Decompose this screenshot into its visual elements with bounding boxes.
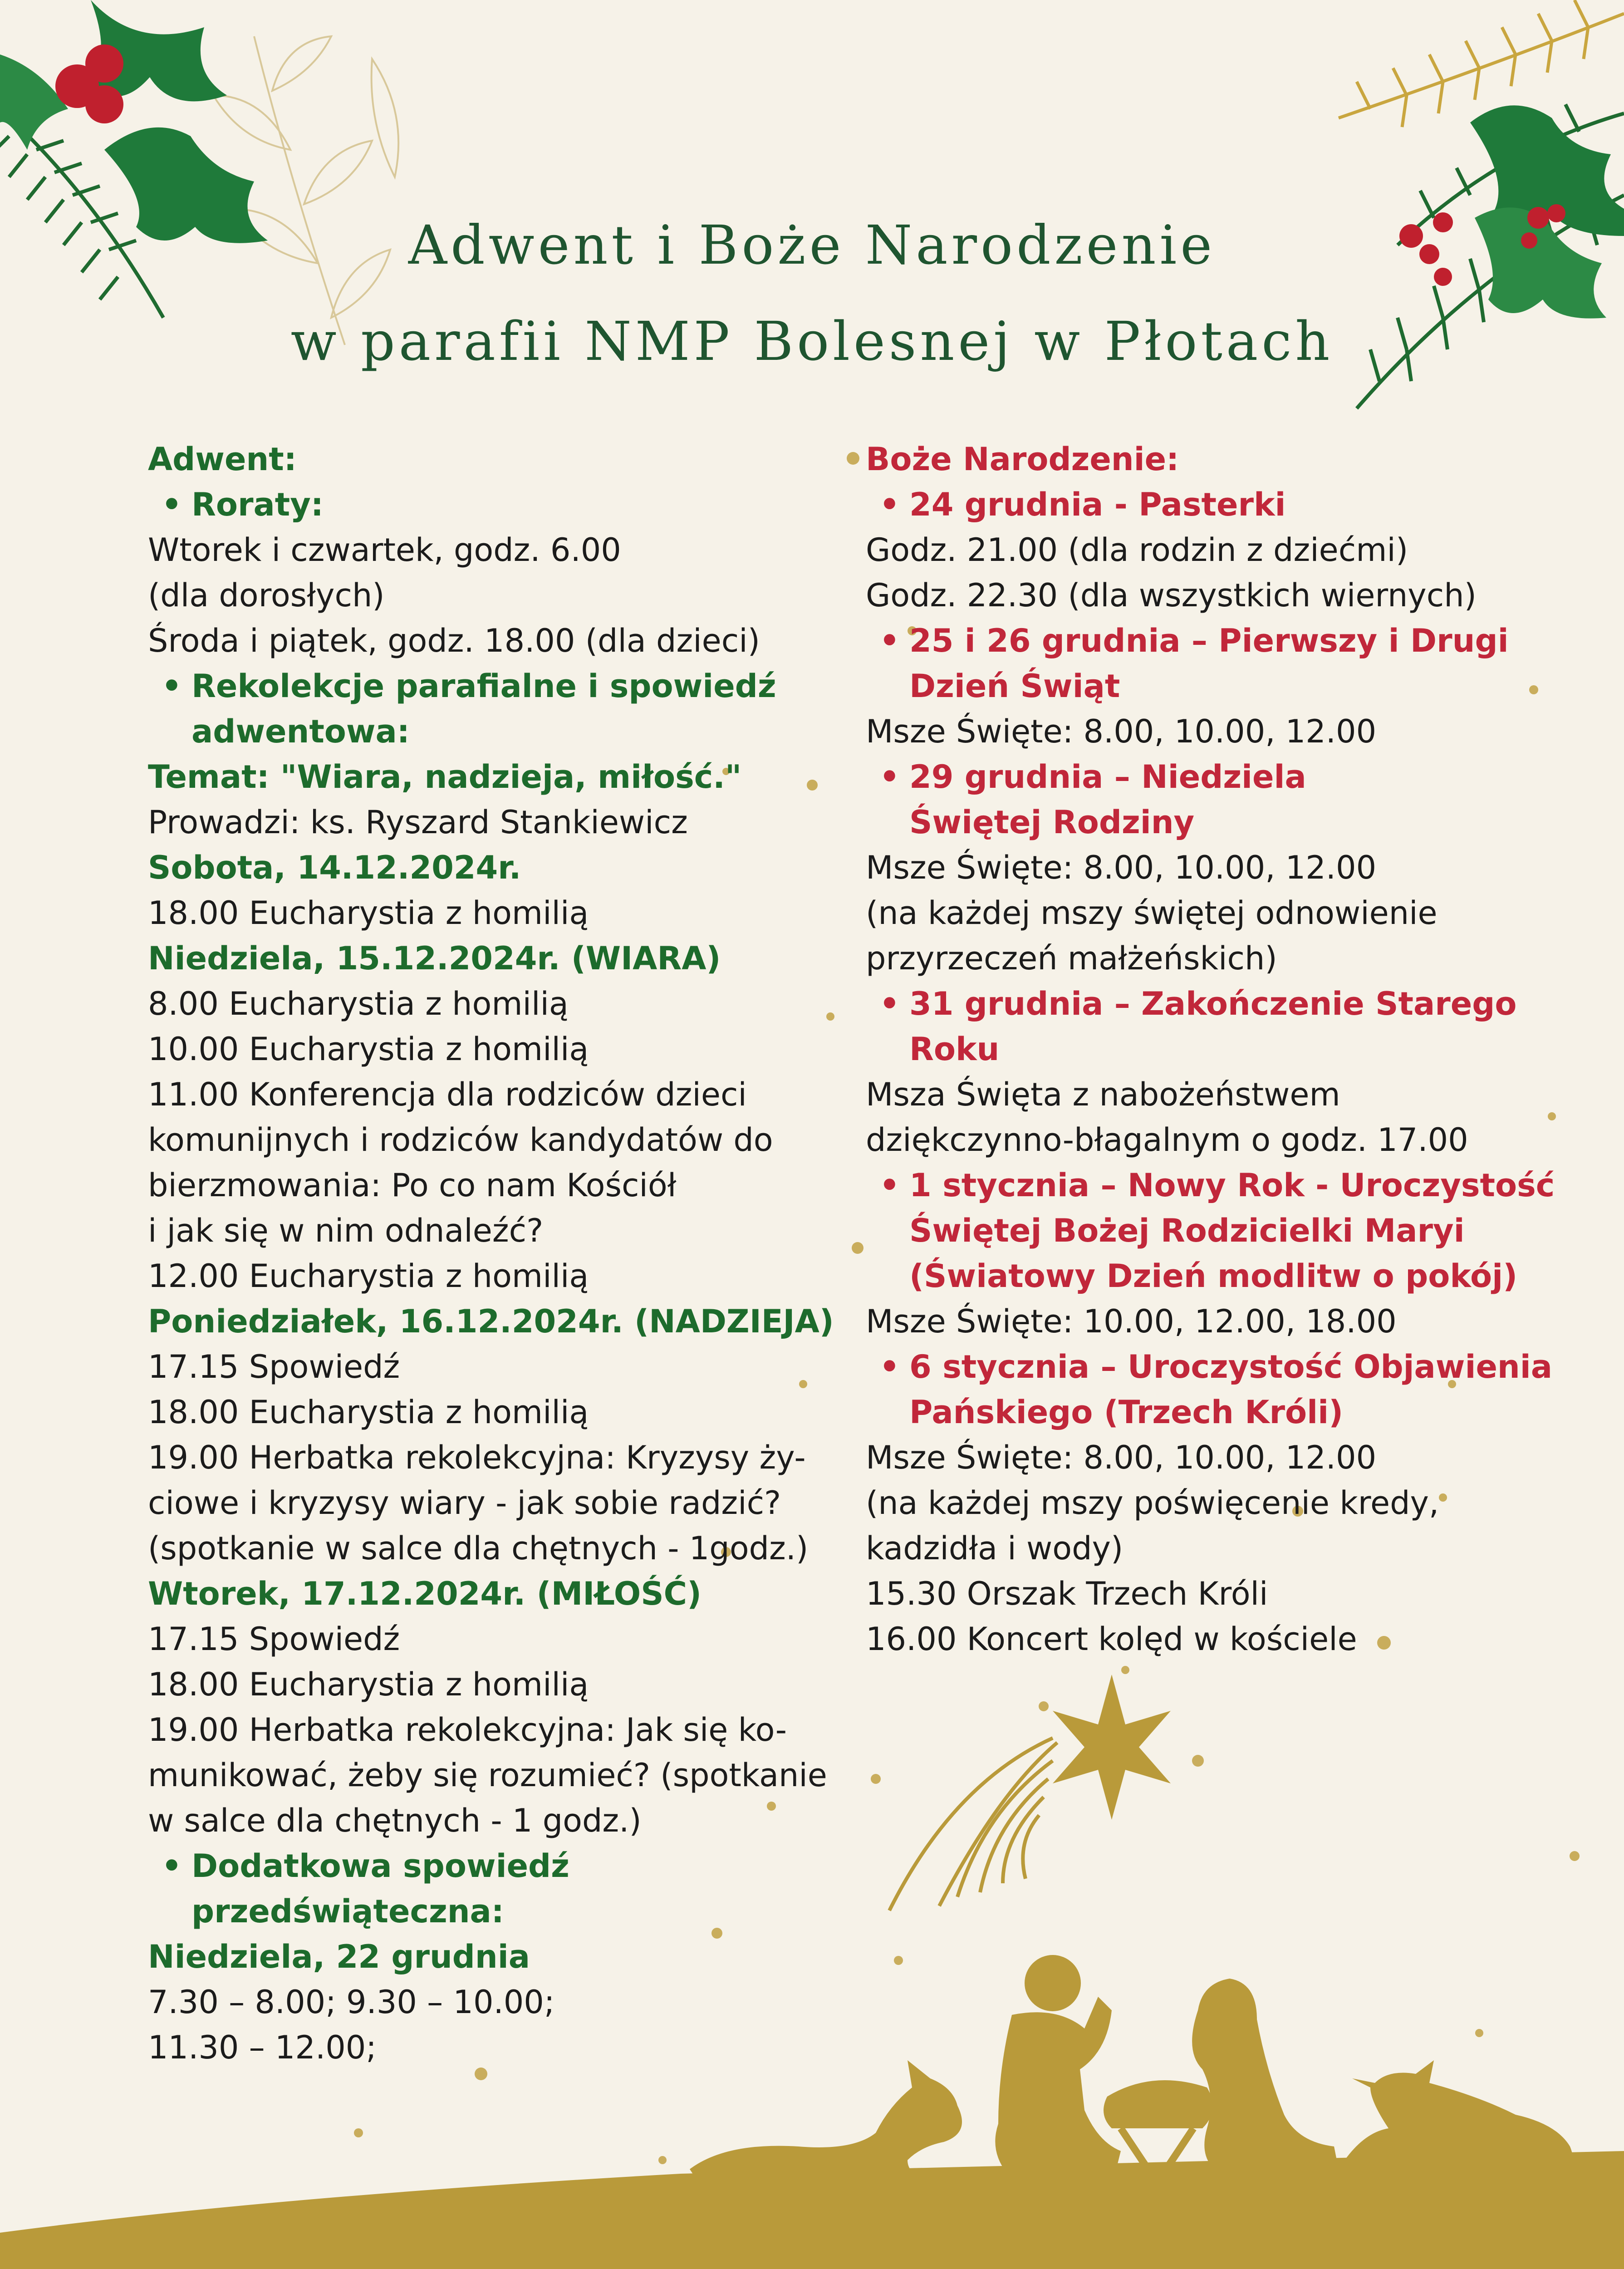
right-text-line: kadzidła i wody) bbox=[866, 1530, 1124, 1567]
right-text-line: Msze Święte: 8.00, 10.00, 12.00 bbox=[866, 713, 1377, 750]
right-bullet-item: • 1 stycznia – Nowy Rok - Uroczystość bbox=[866, 1163, 1501, 1208]
right-text-line: (na każdej mszy poświęcenie kredy, bbox=[866, 1484, 1439, 1522]
right-heading-line: Dzień Świąt bbox=[909, 668, 1120, 705]
left-text-line: (dla dorosłych) bbox=[148, 577, 385, 614]
shooting-star bbox=[889, 1675, 1171, 1910]
left-text-line: 11.30 – 12.00; bbox=[148, 2029, 377, 2066]
right-bullet-item: • 25 i 26 grudnia – Pierwszy i Drugi bbox=[866, 618, 1501, 663]
left-heading-line: Niedziela, 15.12.2024r. (WIARA) bbox=[148, 940, 721, 977]
left-heading-line: Poniedziałek, 16.12.2024r. (NADZIEJA) bbox=[148, 1303, 834, 1340]
left-heading-line: przedświąteczna: bbox=[191, 1893, 504, 1930]
left-text-line: 17.15 Spowiedź bbox=[148, 1621, 400, 1658]
holly-branch bbox=[0, 0, 398, 345]
left-text-line: ciowe i kryzysy wiary - jak sobie radzić? bbox=[148, 1484, 781, 1522]
left-text-line: Wtorek i czwartek, godz. 6.00 bbox=[148, 531, 621, 569]
left-text-line: i jak się w nim odnaleźć? bbox=[148, 1212, 544, 1249]
christmas-schedule-column bbox=[866, 437, 1555, 1662]
left-text-line: (spotkanie w salce dla chętnych - 1godz.) bbox=[148, 1530, 809, 1567]
title-line-2: w parafii NMP Bolesnej w Płotach bbox=[290, 310, 1334, 373]
right-text-line: Godz. 21.00 (dla rodzin z dziećmi) bbox=[866, 531, 1408, 569]
left-text-line: komunijnych i rodziców kandydatów do bbox=[148, 1121, 773, 1159]
left-text-line: 18.00 Eucharystia z homilią bbox=[148, 894, 589, 932]
right-text-line: Msze Święte: 8.00, 10.00, 12.00 bbox=[866, 1439, 1377, 1476]
right-bullet-item: • 29 grudnia – Niedziela bbox=[866, 754, 1501, 800]
left-text-line: 19.00 Herbatka rekolekcyjna: Jak się ko- bbox=[148, 1711, 787, 1748]
right-bullet-item: • 24 grudnia - Pasterki bbox=[866, 482, 1501, 527]
advent-schedule-column bbox=[148, 437, 856, 2070]
left-text-line: 18.00 Eucharystia z homilią bbox=[148, 1666, 589, 1703]
right-bullet-item: • 31 grudnia – Zakończenie Starego bbox=[866, 981, 1501, 1026]
left-text-line: 10.00 Eucharystia z homilią bbox=[148, 1031, 589, 1068]
left-heading-line: adwentowa: bbox=[191, 713, 410, 750]
left-text-line: 18.00 Eucharystia z homilią bbox=[148, 1394, 589, 1431]
right-heading-line: Świętej Rodziny bbox=[909, 804, 1195, 841]
left-text-line: 19.00 Herbatka rekolekcyjna: Kryzysy ży- bbox=[148, 1439, 806, 1476]
left-heading-line: Wtorek, 17.12.2024r. (MIŁOŚĆ) bbox=[148, 1575, 702, 1612]
right-heading-line: (Światowy Dzień modlitw o pokój) bbox=[909, 1257, 1518, 1295]
right-text-line: Godz. 22.30 (dla wszystkich wiernych) bbox=[866, 577, 1477, 614]
left-text-line: Prowadzi: ks. Ryszard Stankiewicz bbox=[148, 804, 688, 841]
right-text-line: 15.30 Orszak Trzech Króli bbox=[866, 1575, 1268, 1612]
right-text-line: przyrzeczeń małżeńskich) bbox=[866, 940, 1277, 977]
left-bullet-item: • Dodatkowa spowiedź bbox=[148, 1843, 856, 1889]
left-text-line: 11.00 Konferencja dla rodziców dzieci bbox=[148, 1076, 747, 1113]
left-text-line: Środa i piątek, godz. 18.00 (dla dzieci) bbox=[148, 622, 760, 659]
left-text-line: 17.15 Spowiedź bbox=[148, 1348, 400, 1385]
left-heading-line: Niedziela, 22 grudnia bbox=[148, 1938, 530, 1975]
right-text-line: Msze Święte: 10.00, 12.00, 18.00 bbox=[866, 1303, 1397, 1340]
left-heading-line: Adwent: bbox=[148, 441, 297, 478]
left-text-line: w salce dla chętnych - 1 godz.) bbox=[148, 1802, 642, 1839]
right-text-line: Msza Święta z nabożeństwem bbox=[866, 1076, 1340, 1113]
left-bullet-item: • Rekolekcje parafialne i spowiedź bbox=[148, 663, 856, 709]
right-text-line: 16.00 Koncert kolęd w kościele bbox=[866, 1621, 1357, 1658]
right-text-line: Msze Święte: 8.00, 10.00, 12.00 bbox=[866, 849, 1377, 886]
left-bullet-item: • Roraty: bbox=[148, 482, 856, 527]
right-heading-line: Boże Narodzenie: bbox=[866, 441, 1179, 478]
right-bullet-item: • 6 stycznia – Uroczystość Objawienia bbox=[866, 1344, 1501, 1390]
left-text-line: 7.30 – 8.00; 9.30 – 10.00; bbox=[148, 1984, 555, 2021]
right-text-line: (na każdej mszy świętej odnowienie bbox=[866, 894, 1438, 932]
title-line-1: Adwent i Boże Narodzenie bbox=[408, 214, 1216, 276]
left-text-line: 12.00 Eucharystia z homilią bbox=[148, 1257, 589, 1295]
right-heading-line: Świętej Bożej Rodzicielki Maryi bbox=[909, 1212, 1465, 1249]
right-heading-line: Roku bbox=[909, 1031, 1000, 1068]
left-heading-line: Temat: "Wiara, nadzieja, miłość." bbox=[148, 758, 742, 796]
right-heading-line: Pańskiego (Trzech Króli) bbox=[909, 1394, 1344, 1431]
right-text-line: dziękczynno-błagalnym o godz. 17.00 bbox=[866, 1121, 1468, 1159]
left-text-line: 8.00 Eucharystia z homilią bbox=[148, 985, 569, 1022]
left-text-line: munikować, żeby się rozumieć? (spotkanie bbox=[148, 1757, 827, 1794]
left-text-line: bierzmowania: Po co nam Kościół bbox=[148, 1167, 677, 1204]
left-heading-line: Sobota, 14.12.2024r. bbox=[148, 849, 521, 886]
